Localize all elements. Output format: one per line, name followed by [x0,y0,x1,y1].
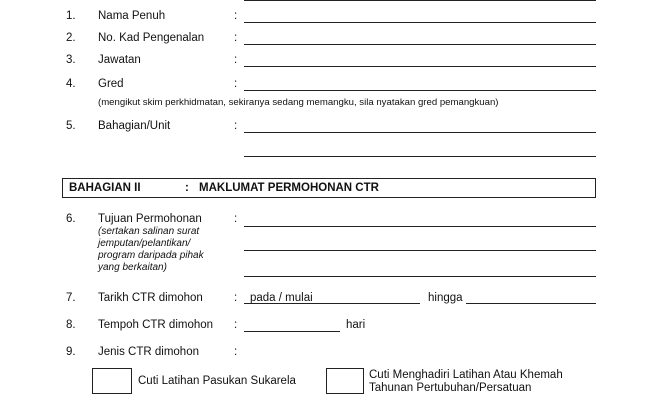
duration-field[interactable] [244,331,340,332]
grade-label: Gred [98,78,124,90]
purpose-note: (sertakan salinan surat jemputan/pelantikan/ program daripada pihak yang berkaitan) [98,226,204,273]
item-number: 4. [66,78,76,90]
colon: : [234,292,238,304]
ic-number-field[interactable] [244,44,596,45]
division-label: Bahagian/Unit [98,120,171,132]
association-camp-leave-checkbox[interactable] [326,368,364,394]
item-number: 8. [66,319,76,331]
to-date-field[interactable] [466,303,596,304]
item-number: 2. [66,32,76,44]
full-name-label: Nama Penuh [98,10,166,22]
to-label: hingga [428,292,463,304]
section-colon: : [185,182,189,194]
colon: : [234,54,238,66]
grade-note: (mengikut skim perkhidmatan, sekiranya sedang memangku, sila nyatakan gred pemangkuan) [98,97,499,108]
purpose-field[interactable] [244,226,596,227]
association-camp-leave-label: Cuti Menghadiri Latihan Atau Khemah Tahunan Pertubuhan/Persatuan [369,369,563,394]
division-field-line-2[interactable] [244,156,596,157]
colon: : [234,78,238,90]
colon: : [234,319,238,331]
colon: : [234,10,238,22]
item-number: 9. [66,346,76,358]
colon: : [234,346,238,358]
from-label: pada / mulai [250,292,313,304]
ctr-date-label: Tarikh CTR dimohon [98,292,203,304]
purpose-label: Tujuan Permohonan [98,213,202,225]
grade-field[interactable] [244,90,596,91]
division-field[interactable] [244,132,596,133]
colon: : [234,32,238,44]
item-number: 7. [66,292,76,304]
section-heading: BAHAGIAN II [69,182,141,194]
colon: : [234,120,238,132]
purpose-field-line-2[interactable] [244,250,596,251]
days-unit: hari [346,319,366,331]
volunteer-leave-checkbox[interactable] [92,368,132,394]
item-number: 5. [66,120,76,132]
ctr-type-label: Jenis CTR dimohon [98,346,199,358]
item-number: 1. [66,10,76,22]
section-header [62,178,596,198]
full-name-field[interactable] [244,22,596,23]
position-field[interactable] [244,66,596,67]
item-number: 3. [66,54,76,66]
from-date-field[interactable] [244,303,420,304]
colon: : [234,213,238,225]
ctr-duration-label: Tempoh CTR dimohon [98,319,214,331]
volunteer-leave-label: Cuti Latihan Pasukan Sukarela [138,375,296,387]
purpose-field-line-3[interactable] [244,276,596,277]
item-number: 6. [66,213,76,225]
position-label: Jawatan [98,54,141,66]
top-rule [244,0,596,1]
section-title: MAKLUMAT PERMOHONAN CTR [199,182,379,194]
ic-number-label: No. Kad Pengenalan [98,32,205,44]
